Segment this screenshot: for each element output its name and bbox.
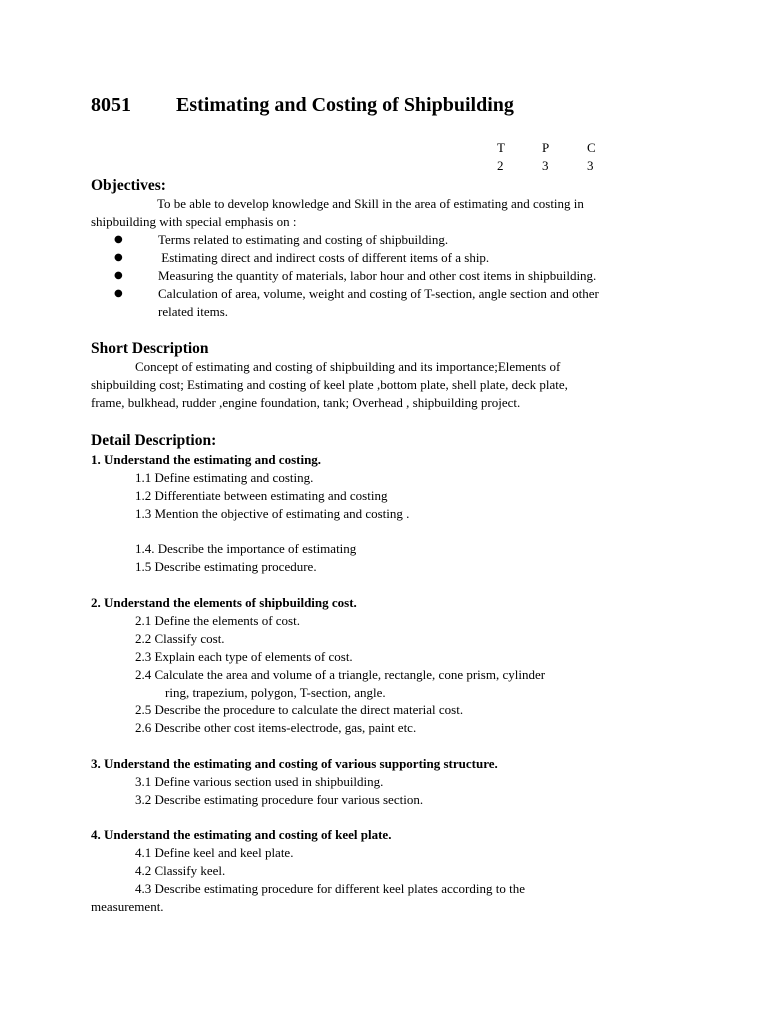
objectives-heading: Objectives: (91, 177, 166, 194)
detail-description-heading: Detail Description: (91, 432, 217, 449)
detail-item: 1.2 Differentiate between estimating and costing (135, 488, 388, 503)
detail-item: 2.4 Calculate the area and volume of a triangle, rectangle, cone prism, cylinder (135, 667, 546, 682)
course-title: Estimating and Costing of Shipbuilding (176, 94, 514, 116)
detail-item: 1.1 Define estimating and costing. (135, 470, 314, 485)
objectives-intro-line1: To be able to develop knowledge and Skill in the area of estimating and costing in (157, 196, 584, 211)
detail-item: 2.2 Classify cost. (135, 631, 225, 646)
tpc-label-t: T (497, 140, 505, 155)
tpc-value-t: 2 (497, 158, 504, 173)
short-description-line3: frame, bulkhead, rudder ,engine foundation, tank; Overhead , shipbuilding project. (91, 395, 521, 410)
detail-item: 3.2 Describe estimating procedure four various section. (135, 792, 424, 807)
detail-item: 2.3 Explain each type of elements of cost. (135, 649, 353, 664)
detail-item: 2.1 Define the elements of cost. (135, 613, 300, 628)
bullet-dot-icon: ● (114, 288, 123, 299)
bullet-dot-icon: ● (114, 234, 123, 245)
tpc-value-p: 3 (542, 158, 549, 173)
detail-item: 4.2 Classify keel. (135, 863, 226, 878)
objective-bullet-item-continued: related items. (158, 304, 229, 319)
detail-item: 1.3 Mention the objective of estimating and costing . (135, 506, 410, 521)
detail-item: 4.3 Describe estimating procedure for different keel plates according to the (135, 881, 525, 896)
detail-item-continued: ring, trapezium, polygon, T-section, angle. (165, 685, 386, 700)
detail-item-continued: measurement. (91, 899, 164, 914)
tpc-value-c: 3 (587, 158, 594, 173)
short-description-line2: shipbuilding cost; Estimating and costing of keel plate ,bottom plate, shell plate, deck plate, (91, 377, 568, 392)
bullet-dot-icon: ● (114, 252, 123, 263)
detail-section-title: 3. Understand the estimating and costing of various supporting structure. (91, 756, 498, 771)
tpc-label-c: C (587, 140, 596, 155)
objective-bullet-item: Terms related to estimating and costing of shipbuilding. (158, 232, 449, 247)
course-code: 8051 (91, 94, 131, 116)
detail-item: 1.4. Describe the importance of estimating (135, 541, 357, 556)
detail-item: 2.6 Describe other cost items-electrode, gas, paint etc. (135, 720, 417, 735)
detail-item: 1.5 Describe estimating procedure. (135, 559, 317, 574)
short-description-heading: Short Description (91, 340, 209, 357)
detail-item: 2.5 Describe the procedure to calculate the direct material cost. (135, 702, 464, 717)
tpc-label-p: P (542, 140, 550, 155)
objective-bullet-item: Estimating direct and indirect costs of different items of a ship. (158, 250, 490, 265)
objectives-intro-line2: shipbuilding with special emphasis on : (91, 214, 297, 229)
detail-item: 3.1 Define various section used in shipbuilding. (135, 774, 384, 789)
short-description-line1: Concept of estimating and costing of shipbuilding and its importance;Elements of (135, 359, 561, 374)
objective-bullet-item: Measuring the quantity of materials, labor hour and other cost items in shipbuilding. (158, 268, 597, 283)
detail-section-title: 2. Understand the elements of shipbuilding cost. (91, 595, 357, 610)
detail-item: 4.1 Define keel and keel plate. (135, 845, 294, 860)
detail-section-title: 4. Understand the estimating and costing of keel plate. (91, 827, 392, 842)
objective-bullet-item: Calculation of area, volume, weight and costing of T-section, angle section and other (158, 286, 599, 301)
bullet-dot-icon: ● (114, 270, 123, 281)
detail-section-title: 1. Understand the estimating and costing. (91, 452, 322, 467)
